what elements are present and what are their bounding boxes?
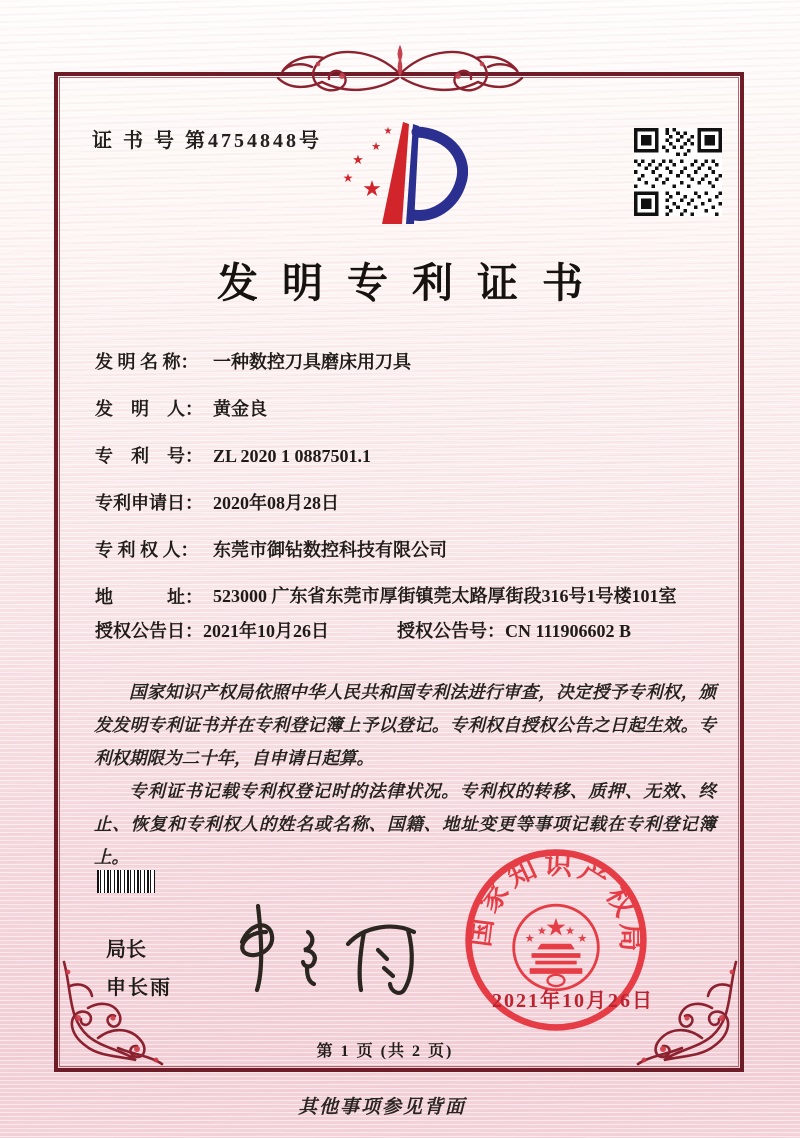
certificate-number: 证 书 号 第4754848号	[92, 130, 322, 152]
footer-note: 其他事项参见背面	[298, 1097, 467, 1118]
legal-paragraph-2: 专利证书记载专利权登记时的法律状况。专利权的转移、质押、无效、终止、恢复和专利权人的姓名或名称、国籍、地址变更等事项记载在专利登记簿上。	[94, 781, 716, 867]
field-value: ZL 2020 1 0887501.1	[213, 446, 372, 466]
svg-text:★: ★	[342, 171, 354, 185]
field-value: 黄金良	[213, 399, 267, 419]
field-label: 发 明 名 称：	[95, 352, 199, 372]
svg-text:★: ★	[577, 931, 588, 945]
field-value: 2020年08月28日	[213, 493, 339, 513]
field-label: 专 利 权 人：	[95, 540, 199, 560]
page-indicator: 第 1 页 (共 2 页)	[316, 1043, 454, 1060]
grant-number-value: CN 111906602 B	[505, 621, 632, 641]
field-row-address	[95, 584, 715, 610]
field-value: 523000 广东省东莞市厚街镇莞太路厚街段316号1号楼101室	[213, 586, 677, 606]
svg-text:★: ★	[352, 153, 364, 168]
seal-date: 2021年10月26日	[492, 990, 654, 1012]
director-signature	[212, 898, 427, 998]
field-row-filing-date	[95, 490, 715, 516]
field-row-inventor	[95, 396, 715, 422]
certificate-fields	[95, 349, 715, 644]
field-row-patent-number	[95, 443, 715, 469]
grant-row	[95, 618, 715, 644]
field-label: 专 利 号：	[95, 446, 203, 466]
field-label: 发 明 人：	[95, 399, 203, 419]
svg-text:★: ★	[383, 126, 393, 137]
director-title: 局长	[106, 939, 146, 961]
field-label: 专利申请日：	[95, 493, 203, 513]
certificate-title: 发明专利证书	[217, 260, 607, 306]
seal-ring-text: 国家知识产权局	[464, 849, 646, 957]
grant-number	[397, 618, 631, 644]
director-name: 申长雨	[106, 977, 172, 999]
svg-text:★: ★	[565, 924, 576, 938]
top-scroll-ornament-icon	[258, 34, 542, 110]
field-row-invention-name	[95, 349, 715, 375]
national-emblem-icon	[514, 905, 599, 990]
grant-number-label: 授权公告号：	[397, 621, 505, 641]
svg-text:★: ★	[371, 140, 381, 153]
svg-text:★: ★	[545, 912, 567, 942]
field-value: 一种数控刀具磨床用刀具	[213, 352, 411, 372]
grant-date-value: 2021年10月26日	[203, 621, 329, 641]
star-icon	[343, 126, 393, 202]
cnipa-logo	[328, 118, 468, 230]
field-row-patentee	[95, 537, 715, 563]
svg-text:★: ★	[524, 931, 535, 945]
svg-text:★: ★	[362, 177, 382, 202]
barcode	[97, 870, 155, 893]
legal-text-block	[94, 676, 716, 874]
svg-text:★: ★	[536, 924, 547, 938]
field-label: 地 址：	[95, 587, 203, 607]
qr-code	[634, 128, 722, 216]
legal-paragraph-1: 国家知识产权局依照中华人民共和国专利法进行审查，决定授予专利权，颁发发明专利证书并在专利登记簿上予以登记。专利权自授权公告之日起生效。专利权期限为二十年，自申请日起算。	[94, 682, 716, 768]
field-value: 东莞市御钻数控科技有限公司	[213, 540, 447, 560]
grant-date-label: 授权公告日：	[95, 621, 203, 641]
